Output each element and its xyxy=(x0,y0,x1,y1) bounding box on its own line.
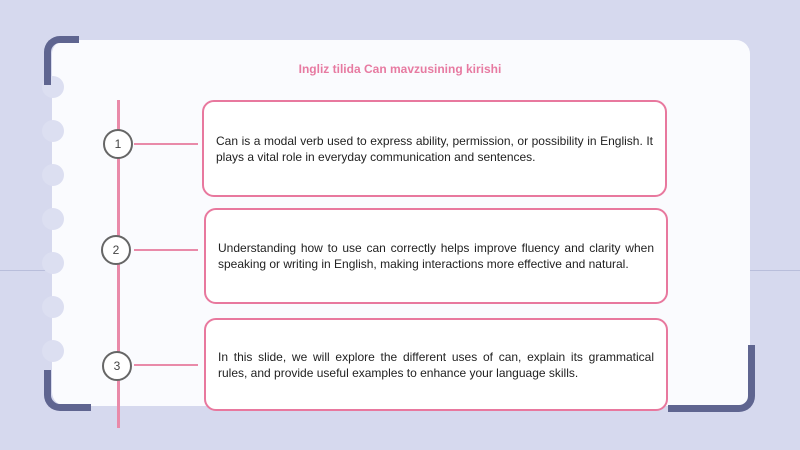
timeline-connector xyxy=(134,364,198,366)
content-text: Can is a modal verb used to express ability, permission, or possibility in English. It plays a vital role in everyday communication and sentences. xyxy=(216,133,653,164)
step-number-circle: 2 xyxy=(101,235,131,265)
content-text: In this slide, we will explore the different uses of can, explain its grammatical rules, and provide useful examples to enhance your language skills. xyxy=(218,349,654,380)
timeline-connector xyxy=(134,249,198,251)
corner-bracket-top-left xyxy=(44,36,79,85)
timeline-connector xyxy=(134,143,198,145)
binder-hole xyxy=(42,164,64,186)
binder-hole xyxy=(42,340,64,362)
binder-hole xyxy=(42,208,64,230)
content-box xyxy=(204,318,668,411)
content-text: Understanding how to use can correctly helps improve fluency and clarity when speaking or writing in English, making interactions more effective and natural. xyxy=(218,241,654,271)
content-box xyxy=(204,208,668,304)
corner-bracket-bottom-right xyxy=(668,345,755,412)
binder-hole xyxy=(42,296,64,318)
content-box xyxy=(202,100,667,197)
step-number-circle: 3 xyxy=(102,351,132,381)
corner-bracket-bottom-left xyxy=(44,370,91,411)
slide-title: Ingliz tilida Can mavzusining kirishi xyxy=(298,62,502,76)
binder-hole xyxy=(42,252,64,274)
binder-hole xyxy=(42,120,64,142)
step-number-circle: 1 xyxy=(103,129,133,159)
